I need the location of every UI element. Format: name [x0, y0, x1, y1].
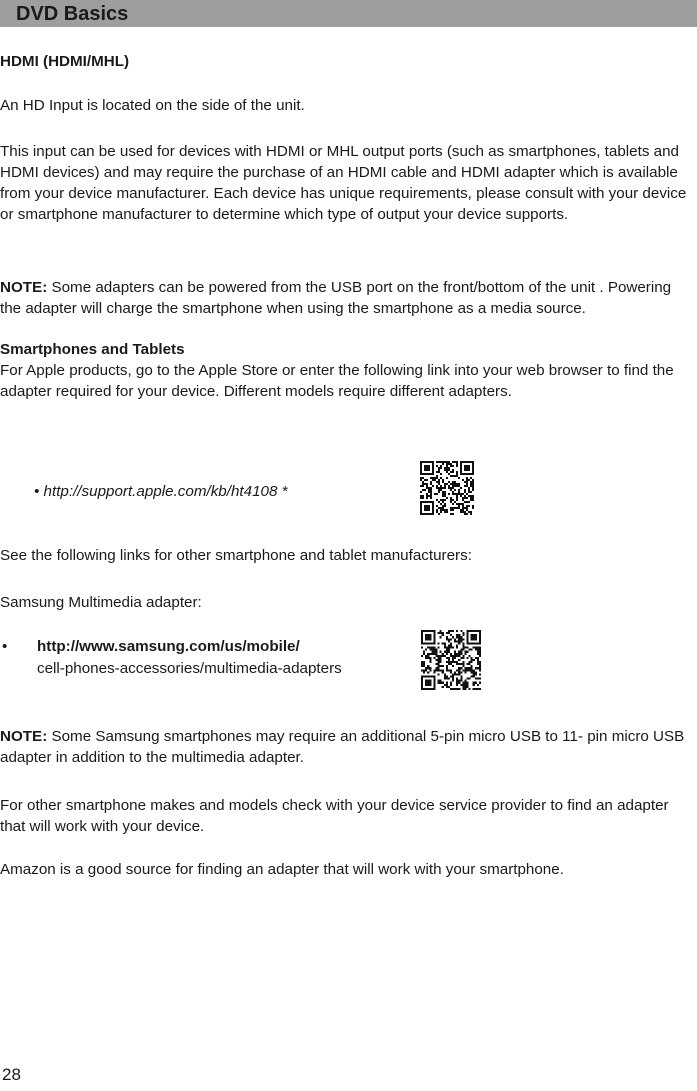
intro-text: An HD Input is located on the side of the unit.: [0, 97, 305, 114]
note-1-text: Some adapters can be powered from the USB port on the front/bottom of the unit . Powering the adapter will charge the smartphone when using the smartphone as a media source.: [0, 279, 672, 317]
note-2-text: Some Samsung smartphones may require an additional 5-pin micro USB to 11- pin micro USB adapter in addition to the multimedia adapter.: [0, 728, 685, 766]
devices-paragraph: This input can be used for devices with HDMI or MHL output ports (such as smartphones, tablets and HDMI devices) and may require the purchase of an HDMI cable and HDMI adapter which is available from your device manufacturer. Each device has unique requirements, please consult with your device or smartphone manufacturer to determine which type of output your device supports.: [0, 143, 687, 223]
amazon-paragraph: Amazon is a good source for finding an adapter that will work with your smartphone.: [0, 861, 564, 878]
smartphones-text: For Apple products, go to the Apple Store or enter the following link into your web browser to find the adapter required for your device. Different models require different adapters.: [0, 362, 674, 400]
section-title: HDMI (HDMI/MHL): [0, 53, 130, 70]
samsung-link-line1[interactable]: http://www.samsung.com/us/mobile/: [37, 638, 300, 655]
smartphones-heading: Smartphones and Tablets: [0, 341, 185, 358]
qr-samsung-svg: [421, 630, 481, 690]
samsung-link-line2[interactable]: cell-phones-accessories/multimedia-adapters: [37, 660, 342, 677]
apple-support-link[interactable]: • http://support.apple.com/kb/ht4108 *: [34, 483, 288, 500]
bullet-marker: •: [2, 638, 8, 655]
note-2: [0, 726, 690, 768]
header-bar: [0, 0, 697, 27]
note-1-label: NOTE:: [0, 279, 48, 296]
qr-code-icon: [421, 630, 481, 690]
note-2-label: NOTE:: [0, 728, 48, 745]
page-number: 28: [2, 1065, 21, 1084]
samsung-label: Samsung Multimedia adapter:: [0, 594, 202, 611]
page-title: DVD Basics: [16, 3, 129, 25]
qr-apple-svg: [420, 461, 474, 515]
note-1: [0, 277, 690, 319]
other-makes-paragraph: For other smartphone makes and models check with your device service provider to find an adapter that will work with your device.: [0, 797, 669, 835]
other-links-intro: See the following links for other smartphone and tablet manufacturers:: [0, 547, 472, 564]
qr-code-icon: [420, 461, 474, 515]
